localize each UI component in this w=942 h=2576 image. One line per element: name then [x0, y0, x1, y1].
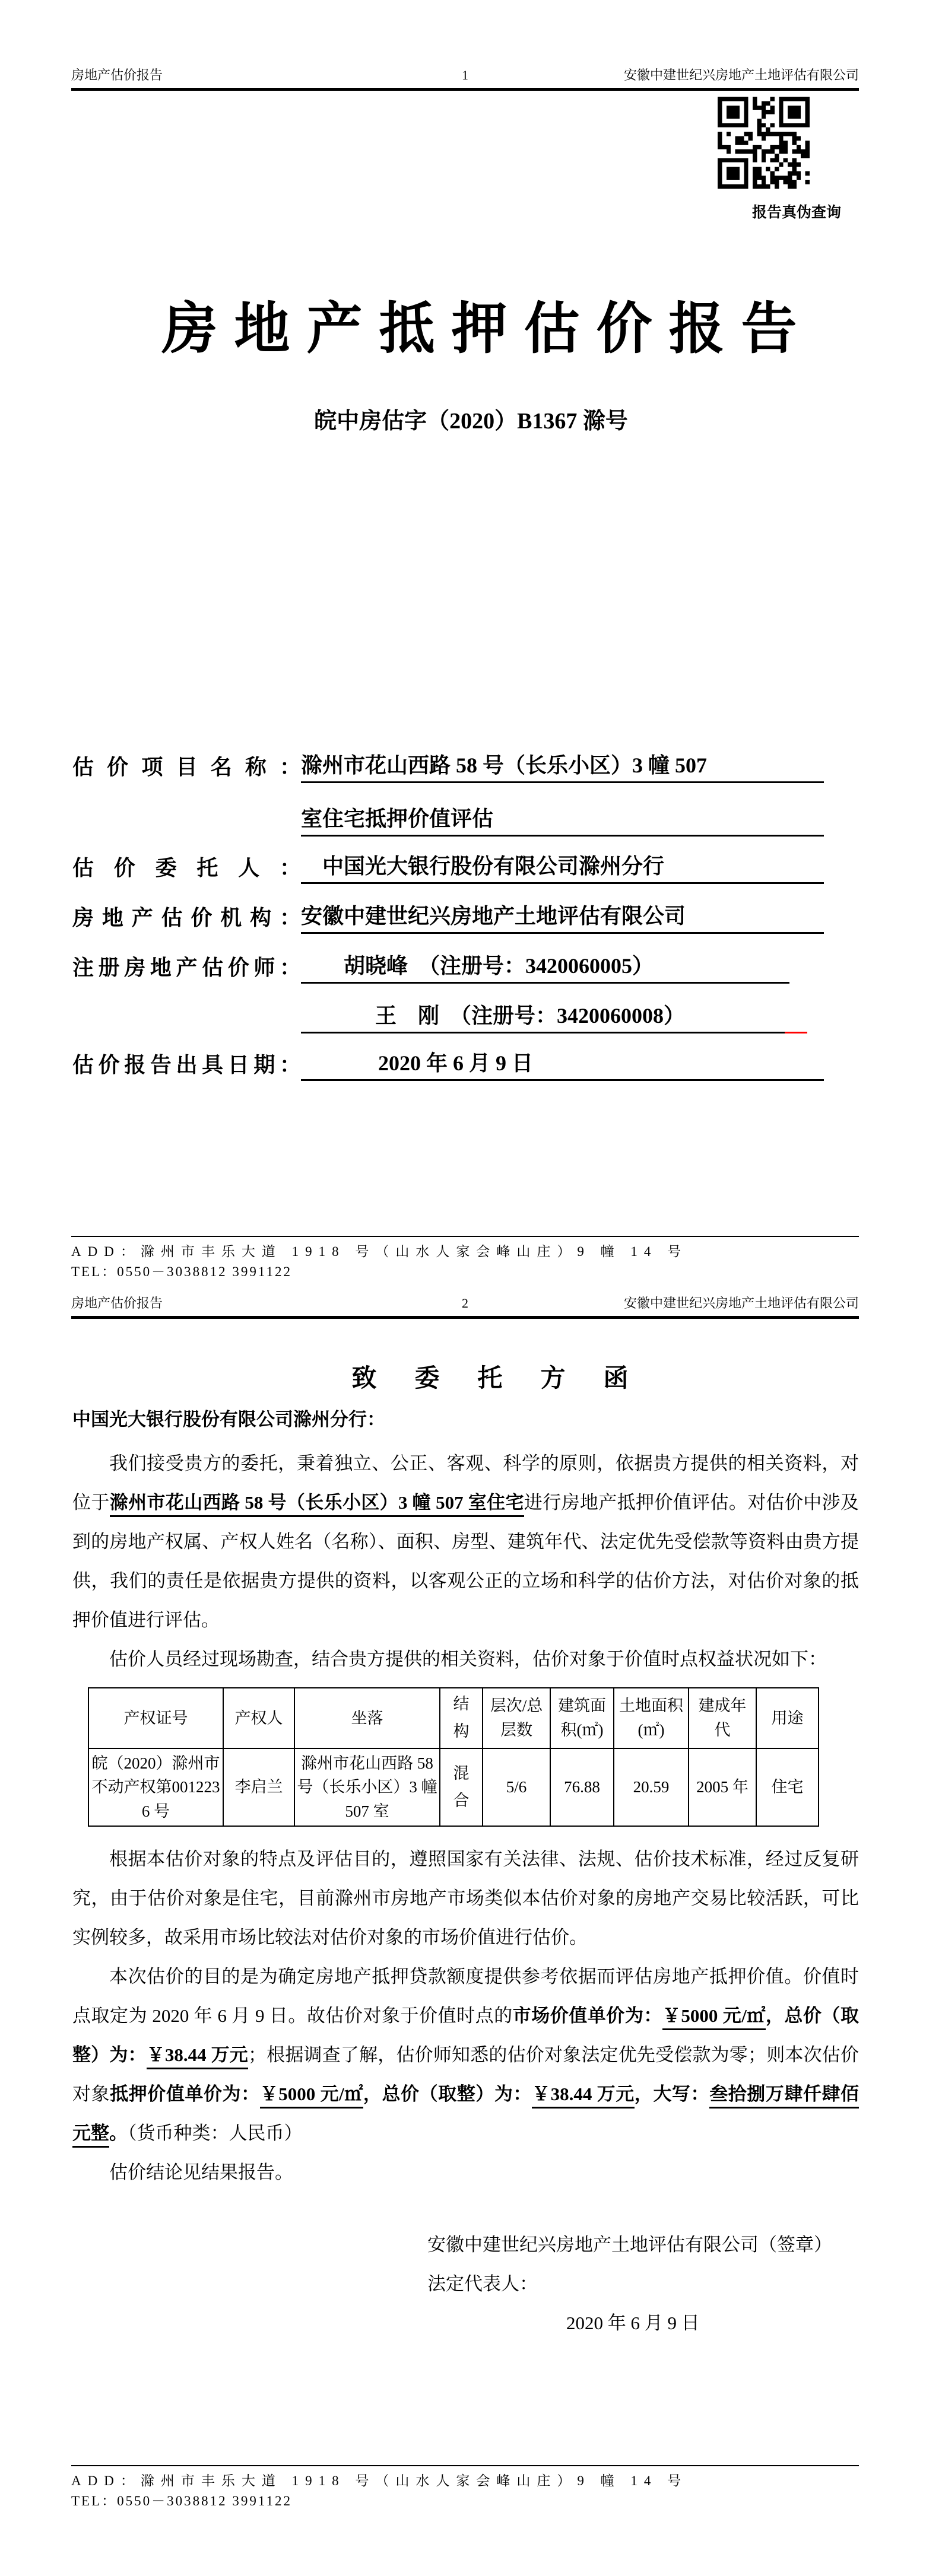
mortgage-total-value: ￥38.44 万元 — [532, 2084, 635, 2108]
field-label: 估价项目名称： — [72, 755, 301, 779]
market-total-value: ￥38.44 万元 — [147, 2044, 248, 2069]
field-label: 估价报告出具日期： — [72, 1053, 301, 1077]
market-total-label: ，总价（取整）为： — [72, 2005, 859, 2066]
field-value: 2020 年 6 月 9 日 — [301, 1047, 824, 1081]
col-build-area: 建筑面积(㎡) — [550, 1688, 614, 1748]
footer-address: ADD：滁州市丰乐大道 1918 号（山水人家会峰山庄）9 幢 14 号 — [71, 1244, 688, 1259]
field-row-appraiser-1 — [72, 949, 824, 984]
letter-title: 致委托方函 — [351, 1365, 667, 1392]
letter-body — [72, 1444, 859, 2343]
footer-address: ADD：滁州市丰乐大道 1918 号（山水人家会峰山庄）9 幢 14 号 — [71, 2473, 688, 2488]
field-value: 中国光大银行股份有限公司滁州分行 — [301, 850, 824, 884]
capital-words-label: ，大写： — [634, 2084, 710, 2105]
field-value: 室住宅抵押价值评估 — [301, 803, 824, 837]
cell-year-built: 2005 年 — [689, 1748, 756, 1827]
paragraph-method: 根据本估价对象的特点及评估目的，遵照国家有关法律、法规、估价技术标准，经过反复研究，由于估价对象是住宅，目前滁州市房地产市场类似本估价对象的房地产交易比较活跃，可比实例较多，故采用市场比较法对估价对象的市场价值进行估价。 — [72, 1849, 859, 1948]
red-underline-mark — [785, 1032, 807, 1033]
page2-footer — [71, 2465, 859, 2511]
capital-words-value: 叁拾捌万肆仟肆佰元整 — [72, 2084, 859, 2148]
field-row-project-name-cont — [72, 802, 824, 837]
header-company: 安徽中建世纪兴房地产土地评估有限公司 — [623, 68, 859, 82]
col-land-area: 土地面积(㎡) — [614, 1688, 689, 1748]
mortgage-unit-price-value: ￥5000 元/㎡ — [260, 2084, 363, 2108]
page-number: 2 — [462, 1296, 468, 1311]
cell-land-area: 20.59 — [614, 1748, 689, 1827]
field-row-appraiser-2 — [72, 999, 824, 1033]
field-row-agency — [72, 899, 824, 934]
footer-tel: TEL：0550－3038812 3991122 — [71, 1264, 293, 1279]
field-label: 估价委托人： — [72, 856, 301, 880]
legal-representative: 法定代表人： — [427, 2273, 538, 2295]
period-mark: 。 — [109, 2123, 128, 2144]
property-rights-table — [88, 1687, 819, 1827]
field-value: 胡晓峰 （注册号：3420060005） — [301, 950, 789, 984]
col-floor: 层次/总层数 — [483, 1688, 550, 1748]
col-year-built: 建成年代 — [689, 1688, 756, 1748]
cell-structure-value: 混合 — [453, 1764, 470, 1809]
page2-running-header — [71, 1296, 859, 1319]
signature-block — [427, 2225, 859, 2343]
field-value-text: 王 刚 （注册号：3420060008） — [375, 1004, 686, 1028]
cell-build-area: 76.88 — [550, 1748, 614, 1827]
table-data-row — [88, 1748, 819, 1827]
mortgage-total-label: ，总价（取整）为： — [363, 2084, 532, 2105]
field-row-project-name — [72, 749, 824, 783]
paragraph-valuation — [72, 1957, 859, 2153]
col-structure — [440, 1688, 483, 1748]
paragraph-conclusion: 估价结论见结果报告。 — [109, 2162, 293, 2183]
market-unit-price-label: 市场价值单价为： — [512, 2005, 662, 2027]
cell-use: 住宅 — [756, 1748, 819, 1827]
footer-tel: TEL：0550－3038812 3991122 — [71, 2494, 293, 2508]
report-title: 房地产抵押估价报告 — [161, 298, 814, 360]
para1-pre: 我们接受贵方的委托，秉着独立、公正、客观、科学的原则，依据贵方提供的相关资料，对位于 — [72, 1453, 859, 1513]
cell-floor: 5/6 — [483, 1748, 550, 1827]
subject-property-underlined: 滁州市花山西路 58 号（长乐小区）3 幢 507 室住宅 — [110, 1492, 524, 1517]
paragraph-commission — [72, 1444, 859, 1640]
valuation-intro: 本次估价的目的是为确定房地产抵押贷款额度提供参考依据而评估房地产抵押价值。价值时点取定为 2020 年 6 月 9 日。故估价对象于价值时点的 — [72, 1966, 859, 2027]
field-value: 安徽中建世纪兴房地产土地评估有限公司 — [301, 900, 824, 934]
cell-owner: 李启兰 — [223, 1748, 294, 1827]
signature-date: 2020 年 6 月 9 日 — [566, 2313, 700, 2334]
table-header-row — [88, 1688, 819, 1748]
field-label: 注册房地产估价师： — [72, 956, 301, 979]
letter-salutation: 中国光大银行股份有限公司滁州分行： — [72, 1409, 385, 1430]
header-doc-type: 房地产估价报告 — [71, 1296, 163, 1311]
page1-footer — [71, 1236, 859, 1282]
field-value: 滁州市花山西路 58 号（长乐小区）3 幢 507 — [301, 749, 824, 783]
field-row-client — [72, 850, 824, 884]
col-owner: 产权人 — [223, 1688, 294, 1748]
qr-code-svg — [718, 97, 810, 189]
market-unit-price-value: ￥5000 元/㎡ — [662, 2005, 766, 2030]
col-cert-no: 产权证号 — [88, 1688, 223, 1748]
qr-caption: 报告真伪查询 — [751, 205, 841, 221]
mortgage-unit-price-label: 抵押价值单价为： — [110, 2084, 260, 2105]
cell-location: 滁州市花山西路 58 号（长乐小区）3 幢 507 室 — [294, 1748, 440, 1827]
col-location: 坐落 — [294, 1688, 440, 1748]
header-doc-type: 房地产估价报告 — [71, 68, 163, 82]
qr-code — [718, 97, 810, 189]
document-number: 皖中房估字（2020）B1367 滁号 — [314, 409, 628, 434]
field-value — [301, 1000, 807, 1033]
para1-post: 进行房地产抵押价值评估。对估价中涉及到的房地产权属、产权人姓名（名称）、面积、房型、建筑年代、法定优先受偿款等资料由贵方提供，我们的责任是依据贵方提供的资料，以客观公正的立场和科学的估价方法，对估价对象的抵押价值进行评估。 — [72, 1492, 859, 1630]
field-label: 房地产估价机构： — [72, 906, 301, 930]
cell-cert-no: 皖（2020）滁州市不动产权第0012236 号 — [88, 1748, 223, 1827]
col-structure-label: 结构 — [453, 1695, 470, 1740]
page-number: 1 — [462, 68, 468, 82]
paragraph-inspection: 估价人员经过现场勘查，结合贵方提供的相关资料，估价对象于价值时点权益状况如下： — [109, 1649, 827, 1669]
currency-note: （货币种类：人民币） — [128, 2123, 303, 2144]
valuation-middle: ；根据调查了解，估价师知悉的估价对象法定优先受偿款为零；则本次估价对象 — [72, 2044, 859, 2105]
col-use: 用途 — [756, 1688, 819, 1748]
cell-structure — [440, 1748, 483, 1827]
header-company: 安徽中建世纪兴房地产土地评估有限公司 — [623, 1296, 859, 1311]
page1-running-header — [71, 68, 859, 91]
signature-company: 安徽中建世纪兴房地产土地评估有限公司（签章） — [427, 2234, 832, 2256]
field-row-issue-date — [72, 1047, 824, 1081]
